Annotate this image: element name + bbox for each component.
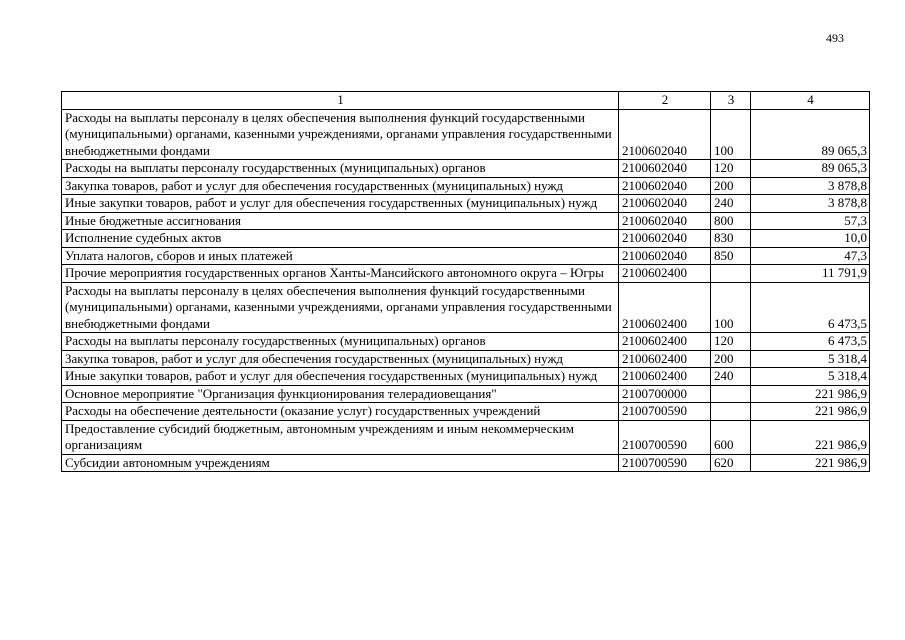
row-type-cell: 800: [711, 212, 751, 230]
table-row: [62, 350, 870, 368]
row-amount-cell: 6 473,5: [751, 282, 870, 333]
table-row: [62, 177, 870, 195]
row-amount-cell: 5 318,4: [751, 368, 870, 386]
table-row: [62, 403, 870, 421]
row-type-cell: 830: [711, 230, 751, 248]
row-type-cell: 240: [711, 368, 751, 386]
column-header-name: 1: [62, 92, 619, 110]
row-code-cell: 2100602040: [619, 230, 711, 248]
row-code-cell: 2100700590: [619, 420, 711, 454]
row-amount-cell: 11 791,9: [751, 265, 870, 283]
row-code-cell: 2100602040: [619, 160, 711, 178]
row-name-cell: Закупка товаров, работ и услуг для обеспечения государственных (муниципальных) нужд: [62, 350, 619, 368]
row-type-cell: [711, 265, 751, 283]
table-row: [62, 385, 870, 403]
row-amount-cell: 3 878,8: [751, 195, 870, 213]
table-row: [62, 282, 870, 333]
row-name-cell: Субсидии автономным учреждениям: [62, 454, 619, 472]
row-name-cell: Расходы на выплаты персоналу в целях обеспечения выполнения функций государственными (муниципальными) органами, казенными учреждениями, органами управления государственными внебюджетными фондами: [62, 109, 619, 160]
row-type-cell: 850: [711, 247, 751, 265]
row-name-cell: Закупка товаров, работ и услуг для обеспечения государственных (муниципальных) нужд: [62, 177, 619, 195]
column-header-amount: 4: [751, 92, 870, 110]
row-name-cell: Исполнение судебных актов: [62, 230, 619, 248]
row-code-cell: 2100602040: [619, 212, 711, 230]
row-name-cell: Расходы на выплаты персоналу в целях обеспечения выполнения функций государственными (муниципальными) органами, казенными учреждениями, органами управления государственными внебюджетными фондами: [62, 282, 619, 333]
row-code-cell: 2100700000: [619, 385, 711, 403]
row-name-cell: Уплата налогов, сборов и иных платежей: [62, 247, 619, 265]
row-code-cell: 2100602400: [619, 350, 711, 368]
row-type-cell: 620: [711, 454, 751, 472]
row-type-cell: 120: [711, 333, 751, 351]
row-type-cell: 240: [711, 195, 751, 213]
row-amount-cell: 10,0: [751, 230, 870, 248]
row-name-cell: Основное мероприятие "Организация функционирования телерадиовещания": [62, 385, 619, 403]
row-amount-cell: 221 986,9: [751, 403, 870, 421]
row-name-cell: Расходы на выплаты персоналу государственных (муниципальных) органов: [62, 333, 619, 351]
row-code-cell: 2100602040: [619, 247, 711, 265]
row-amount-cell: 6 473,5: [751, 333, 870, 351]
row-code-cell: 2100602400: [619, 265, 711, 283]
row-amount-cell: 89 065,3: [751, 160, 870, 178]
row-amount-cell: 3 878,8: [751, 177, 870, 195]
column-header-code: 2: [619, 92, 711, 110]
row-type-cell: 100: [711, 109, 751, 160]
row-name-cell: Расходы на обеспечение деятельности (оказание услуг) государственных учреждений: [62, 403, 619, 421]
row-name-cell: Предоставление субсидий бюджетным, автономным учреждениям и иным некоммерческим организациям: [62, 420, 619, 454]
row-code-cell: 2100602400: [619, 282, 711, 333]
budget-table: [61, 91, 870, 472]
row-type-cell: 200: [711, 350, 751, 368]
row-type-cell: 100: [711, 282, 751, 333]
row-code-cell: 2100700590: [619, 403, 711, 421]
row-type-cell: [711, 385, 751, 403]
table-row: [62, 212, 870, 230]
table-row: [62, 160, 870, 178]
row-type-cell: [711, 403, 751, 421]
column-header-type: 3: [711, 92, 751, 110]
table-row: [62, 454, 870, 472]
row-name-cell: Иные бюджетные ассигнования: [62, 212, 619, 230]
row-code-cell: 2100700590: [619, 454, 711, 472]
row-amount-cell: 221 986,9: [751, 385, 870, 403]
row-amount-cell: 57,3: [751, 212, 870, 230]
table-row: [62, 230, 870, 248]
table-row: [62, 195, 870, 213]
table-row: [62, 247, 870, 265]
row-name-cell: Прочие мероприятия государственных органов Ханты-Мансийского автономного округа – Югры: [62, 265, 619, 283]
row-code-cell: 2100602040: [619, 109, 711, 160]
page-number: 493: [826, 31, 844, 45]
table-row: [62, 265, 870, 283]
row-name-cell: Иные закупки товаров, работ и услуг для обеспечения государственных (муниципальных) нужд: [62, 368, 619, 386]
row-type-cell: 600: [711, 420, 751, 454]
row-amount-cell: 47,3: [751, 247, 870, 265]
row-type-cell: 120: [711, 160, 751, 178]
row-name-cell: Расходы на выплаты персоналу государственных (муниципальных) органов: [62, 160, 619, 178]
row-code-cell: 2100602400: [619, 333, 711, 351]
table-row: [62, 420, 870, 454]
table-header-row: [62, 92, 870, 110]
row-code-cell: 2100602040: [619, 177, 711, 195]
row-code-cell: 2100602400: [619, 368, 711, 386]
table-row: [62, 368, 870, 386]
table-row: [62, 109, 870, 160]
row-name-cell: Иные закупки товаров, работ и услуг для обеспечения государственных (муниципальных) нужд: [62, 195, 619, 213]
row-code-cell: 2100602040: [619, 195, 711, 213]
row-amount-cell: 221 986,9: [751, 454, 870, 472]
row-amount-cell: 221 986,9: [751, 420, 870, 454]
row-amount-cell: 89 065,3: [751, 109, 870, 160]
row-amount-cell: 5 318,4: [751, 350, 870, 368]
row-type-cell: 200: [711, 177, 751, 195]
table-row: [62, 333, 870, 351]
